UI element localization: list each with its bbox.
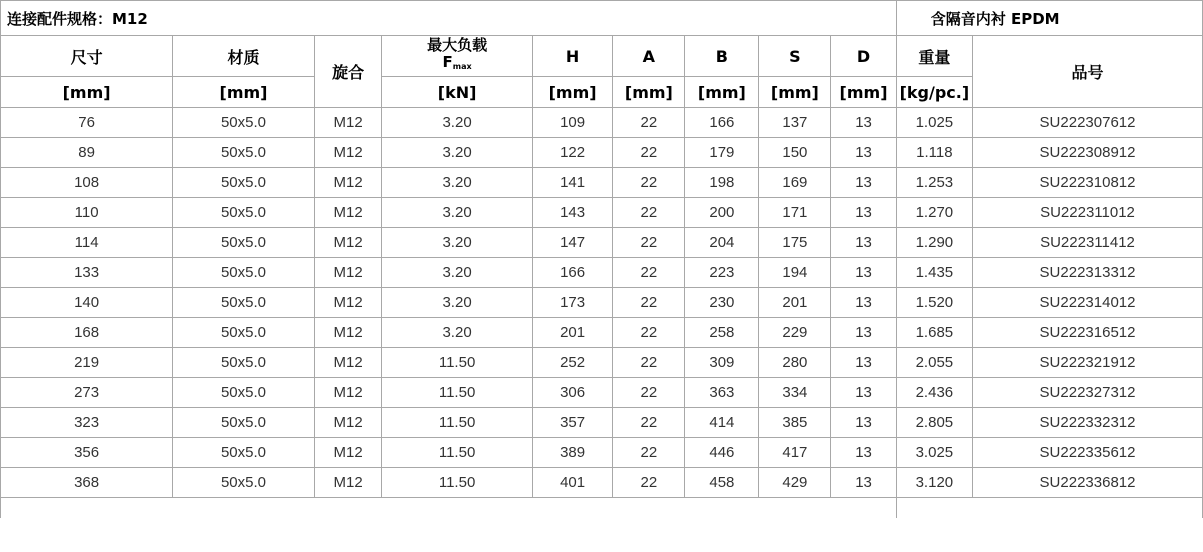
cell-thread: M12 <box>314 198 382 228</box>
cell-part-no: SU222313312 <box>973 258 1203 288</box>
cell-weight: 1.270 <box>896 198 972 228</box>
cell-material: 50x5.0 <box>173 228 315 258</box>
cell-material: 50x5.0 <box>173 168 315 198</box>
cell-material: 50x5.0 <box>173 318 315 348</box>
cell-thread: M12 <box>314 258 382 288</box>
header-b: B <box>685 36 759 77</box>
cell-h: 109 <box>532 108 613 138</box>
cell-material: 50x5.0 <box>173 258 315 288</box>
fmax-sub: max <box>452 62 472 71</box>
unit-weight: [kg/pc.] <box>896 77 972 108</box>
cell-weight: 1.290 <box>896 228 972 258</box>
footer <box>1 498 1203 519</box>
cell-s: 137 <box>759 108 831 138</box>
cell-weight: 1.025 <box>896 108 972 138</box>
cell-part-no: SU222314012 <box>973 288 1203 318</box>
cell-thread: M12 <box>314 348 382 378</box>
cell-material: 50x5.0 <box>173 378 315 408</box>
cell-thread: M12 <box>314 288 382 318</box>
cell-s: 417 <box>759 438 831 468</box>
cell-size: 114 <box>1 228 173 258</box>
header-h: H <box>532 36 613 77</box>
cell-h: 141 <box>532 168 613 198</box>
cell-b: 258 <box>685 318 759 348</box>
cell-thread: M12 <box>314 228 382 258</box>
cell-material: 50x5.0 <box>173 108 315 138</box>
cell-size: 89 <box>1 138 173 168</box>
cell-s: 175 <box>759 228 831 258</box>
cell-a: 22 <box>613 108 685 138</box>
cell-b: 198 <box>685 168 759 198</box>
cell-b: 230 <box>685 288 759 318</box>
cell-b: 414 <box>685 408 759 438</box>
cell-d: 13 <box>831 228 896 258</box>
cell-size: 368 <box>1 468 173 498</box>
cell-a: 22 <box>613 318 685 348</box>
header-material: 材质 <box>173 36 315 77</box>
table-row <box>1 138 1203 168</box>
cell-b: 363 <box>685 378 759 408</box>
table-row <box>1 438 1203 468</box>
cell-h: 306 <box>532 378 613 408</box>
cell-weight: 3.025 <box>896 438 972 468</box>
cell-d: 13 <box>831 108 896 138</box>
cell-size: 140 <box>1 288 173 318</box>
cell-weight: 2.055 <box>896 348 972 378</box>
cell-material: 50x5.0 <box>173 408 315 438</box>
cell-b: 204 <box>685 228 759 258</box>
footer-left <box>1 498 897 519</box>
cell-s: 385 <box>759 408 831 438</box>
cell-max-load: 11.50 <box>382 378 532 408</box>
cell-size: 219 <box>1 348 173 378</box>
fmax-base: F <box>442 53 453 71</box>
cell-h: 357 <box>532 408 613 438</box>
cell-thread: M12 <box>314 378 382 408</box>
cell-size: 110 <box>1 198 173 228</box>
cell-material: 50x5.0 <box>173 348 315 378</box>
cell-a: 22 <box>613 378 685 408</box>
cell-b: 309 <box>685 348 759 378</box>
cell-s: 334 <box>759 378 831 408</box>
cell-d: 13 <box>831 138 896 168</box>
unit-h: [mm] <box>532 77 613 108</box>
cell-thread: M12 <box>314 318 382 348</box>
table-row <box>1 468 1203 498</box>
cell-d: 13 <box>831 198 896 228</box>
cell-s: 194 <box>759 258 831 288</box>
cell-part-no: SU222308912 <box>973 138 1203 168</box>
cell-s: 150 <box>759 138 831 168</box>
header-a: A <box>613 36 685 77</box>
cell-a: 22 <box>613 468 685 498</box>
cell-part-no: SU222332312 <box>973 408 1203 438</box>
cell-thread: M12 <box>314 438 382 468</box>
cell-thread: M12 <box>314 108 382 138</box>
cell-weight: 1.253 <box>896 168 972 198</box>
table-row <box>1 168 1203 198</box>
cell-b: 446 <box>685 438 759 468</box>
cell-d: 13 <box>831 168 896 198</box>
cell-material: 50x5.0 <box>173 288 315 318</box>
cell-size: 273 <box>1 378 173 408</box>
cell-h: 401 <box>532 468 613 498</box>
header-row <box>1 36 1203 77</box>
footer-row <box>1 498 1203 519</box>
cell-weight: 1.435 <box>896 258 972 288</box>
table-row <box>1 198 1203 228</box>
cell-s: 229 <box>759 318 831 348</box>
cell-h: 147 <box>532 228 613 258</box>
liner-label: 含隔音内衬 EPDM <box>896 1 1202 36</box>
cell-max-load: 11.50 <box>382 348 532 378</box>
cell-max-load: 3.20 <box>382 318 532 348</box>
cell-max-load: 3.20 <box>382 288 532 318</box>
cell-s: 280 <box>759 348 831 378</box>
unit-s: [mm] <box>759 77 831 108</box>
cell-thread: M12 <box>314 408 382 438</box>
max-load-label: 最大负载 <box>427 36 488 54</box>
cell-part-no: SU222310812 <box>973 168 1203 198</box>
table-row <box>1 318 1203 348</box>
cell-max-load: 11.50 <box>382 438 532 468</box>
table-body <box>1 1 1203 108</box>
cell-b: 179 <box>685 138 759 168</box>
cell-a: 22 <box>613 438 685 468</box>
cell-d: 13 <box>831 288 896 318</box>
cell-part-no: SU222327312 <box>973 378 1203 408</box>
unit-a: [mm] <box>613 77 685 108</box>
cell-s: 169 <box>759 168 831 198</box>
data-rows <box>1 108 1203 498</box>
header-thread: 旋合 <box>314 36 382 108</box>
cell-weight: 1.685 <box>896 318 972 348</box>
unit-material: [mm] <box>173 77 315 108</box>
cell-d: 13 <box>831 318 896 348</box>
cell-size: 108 <box>1 168 173 198</box>
fmax-label <box>382 54 531 75</box>
cell-max-load: 3.20 <box>382 228 532 258</box>
cell-d: 13 <box>831 258 896 288</box>
footer-right <box>896 498 1202 519</box>
table-row <box>1 108 1203 138</box>
title-row <box>1 1 1203 36</box>
cell-b: 200 <box>685 198 759 228</box>
cell-d: 13 <box>831 408 896 438</box>
table-title: 连接配件规格：M12 <box>1 1 897 36</box>
cell-material: 50x5.0 <box>173 138 315 168</box>
cell-size: 133 <box>1 258 173 288</box>
cell-max-load: 3.20 <box>382 198 532 228</box>
cell-d: 13 <box>831 348 896 378</box>
cell-a: 22 <box>613 138 685 168</box>
table-row <box>1 258 1203 288</box>
cell-part-no: SU222316512 <box>973 318 1203 348</box>
cell-part-no: SU222311412 <box>973 228 1203 258</box>
cell-weight: 2.436 <box>896 378 972 408</box>
cell-h: 201 <box>532 318 613 348</box>
cell-thread: M12 <box>314 168 382 198</box>
header-s: S <box>759 36 831 77</box>
cell-part-no: SU222321912 <box>973 348 1203 378</box>
cell-b: 223 <box>685 258 759 288</box>
cell-a: 22 <box>613 408 685 438</box>
cell-s: 201 <box>759 288 831 318</box>
unit-size: [mm] <box>1 77 173 108</box>
header-d: D <box>831 36 896 77</box>
cell-a: 22 <box>613 258 685 288</box>
unit-b: [mm] <box>685 77 759 108</box>
table-row <box>1 288 1203 318</box>
cell-part-no: SU222335612 <box>973 438 1203 468</box>
cell-s: 171 <box>759 198 831 228</box>
cell-h: 173 <box>532 288 613 318</box>
cell-weight: 3.120 <box>896 468 972 498</box>
cell-thread: M12 <box>314 468 382 498</box>
cell-weight: 1.118 <box>896 138 972 168</box>
cell-a: 22 <box>613 198 685 228</box>
header-part-no: 品号 <box>973 36 1203 108</box>
cell-size: 76 <box>1 108 173 138</box>
cell-weight: 1.520 <box>896 288 972 318</box>
cell-a: 22 <box>613 348 685 378</box>
cell-s: 429 <box>759 468 831 498</box>
table-row <box>1 378 1203 408</box>
cell-h: 143 <box>532 198 613 228</box>
cell-b: 458 <box>685 468 759 498</box>
cell-h: 166 <box>532 258 613 288</box>
unit-d: [mm] <box>831 77 896 108</box>
cell-size: 168 <box>1 318 173 348</box>
cell-material: 50x5.0 <box>173 198 315 228</box>
cell-a: 22 <box>613 288 685 318</box>
header-weight: 重量 <box>896 36 972 77</box>
cell-size: 323 <box>1 408 173 438</box>
cell-a: 22 <box>613 168 685 198</box>
cell-max-load: 3.20 <box>382 258 532 288</box>
cell-d: 13 <box>831 378 896 408</box>
cell-thread: M12 <box>314 138 382 168</box>
cell-h: 389 <box>532 438 613 468</box>
cell-h: 122 <box>532 138 613 168</box>
cell-weight: 2.805 <box>896 408 972 438</box>
cell-max-load: 3.20 <box>382 168 532 198</box>
cell-d: 13 <box>831 438 896 468</box>
table-row <box>1 228 1203 258</box>
table-row <box>1 408 1203 438</box>
cell-material: 50x5.0 <box>173 438 315 468</box>
cell-material: 50x5.0 <box>173 468 315 498</box>
header-size: 尺寸 <box>1 36 173 77</box>
cell-h: 252 <box>532 348 613 378</box>
cell-d: 13 <box>831 468 896 498</box>
cell-max-load: 11.50 <box>382 468 532 498</box>
cell-size: 356 <box>1 438 173 468</box>
unit-max-load: [kN] <box>382 77 532 108</box>
table-row <box>1 348 1203 378</box>
cell-b: 166 <box>685 108 759 138</box>
cell-max-load: 3.20 <box>382 108 532 138</box>
cell-max-load: 11.50 <box>382 408 532 438</box>
cell-part-no: SU222311012 <box>973 198 1203 228</box>
cell-a: 22 <box>613 228 685 258</box>
cell-part-no: SU222336812 <box>973 468 1203 498</box>
cell-part-no: SU222307612 <box>973 108 1203 138</box>
cell-max-load: 3.20 <box>382 138 532 168</box>
header-max-load <box>382 36 532 77</box>
